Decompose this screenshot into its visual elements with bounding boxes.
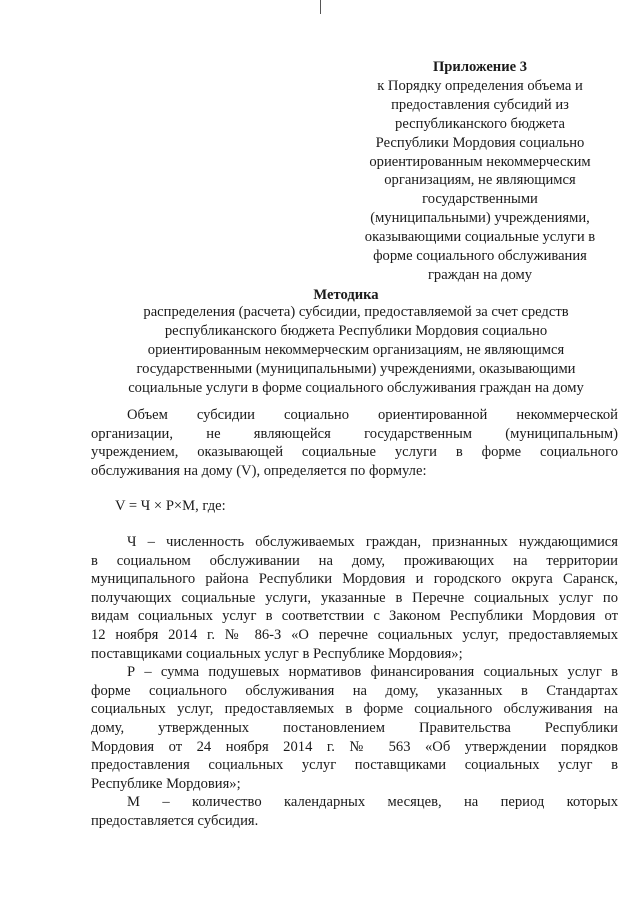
annex-header (330, 58, 630, 285)
body-line: обслуживания на дому (V), определяется по формуле: (91, 462, 427, 479)
subtitle-line: распределения (расчета) субсидии, предоставляемой за счет средств (143, 304, 569, 320)
document-subtitle (96, 303, 616, 398)
body-line: видам социальных услуг в соответствии с Законом Республики Мордовия от (91, 608, 618, 625)
formula: V = Ч × Р×М, где: (115, 498, 226, 515)
definition-m (91, 793, 618, 830)
annex-line: организациям, не являющимся (384, 172, 576, 189)
body-line: 12 ноября 2014 г. № 86-З «О перечне социальных услуг, предоставляемых (91, 626, 618, 643)
document-body (91, 406, 618, 830)
body-line: дому, утвержденных постановлением Правительства Республики (91, 719, 618, 736)
annex-line: Республики Мордовия социально (375, 134, 585, 151)
body-line: предоставляется субсидия. (91, 812, 259, 829)
body-line: форме социального обслуживания на дому, указанных в Стандартах (91, 682, 618, 699)
body-line: Ч – численность обслуживаемых граждан, признанных нуждающимися (127, 533, 618, 550)
annex-line: республиканского бюджета (395, 115, 565, 132)
annex-line: граждан на дому (427, 266, 533, 283)
body-line: учреждением, оказывающей социальные услуги в форме социального (91, 444, 618, 461)
annex-line: оказывающими социальные услуги в (364, 229, 596, 246)
body-line: организации, не являющейся государственным (муниципальным) (91, 425, 618, 442)
annex-line: предоставления субсидий из (391, 96, 569, 113)
subtitle-line: республиканского бюджета Республики Мордовия социально (164, 322, 548, 339)
subtitle-line: государственными (муниципальными) учреждениями, оказывающими (136, 360, 576, 377)
body-line: Объем субсидии социально ориентированной некоммерческой (127, 407, 618, 423)
subtitle-line: социальные услуги в форме социального обслуживания граждан на дому (128, 379, 584, 396)
annex-line: форме социального обслуживания (373, 248, 587, 265)
body-line: М – количество календарных месяцев, на период которых (127, 794, 618, 811)
annex-heading: Приложение 3 (432, 59, 528, 75)
body-line: Мордовия от 24 ноября 2014 г. № 563 «Об утверждении порядков (91, 738, 618, 755)
subtitle-line: ориентированным некоммерческим организациям, не являющимся (147, 341, 565, 358)
intro-paragraph (91, 406, 618, 480)
annex-line: государственными (422, 191, 538, 208)
body-line: муниципального района Республики Мордовия и городского округа Саранск, (91, 571, 618, 588)
annex-line: к Порядку определения объема и (377, 77, 583, 94)
body-line: поставщиками социальных услуг в Республике Мордовия»; (91, 645, 463, 662)
body-line: социальных услуг, предоставляемых в форме социального обслуживания на (91, 701, 618, 718)
document-title (0, 286, 640, 304)
annex-line: ориентированным некоммерческим (369, 153, 591, 170)
body-line: получающих социальные услуги, указанные в Перечне социальных услуг по (91, 589, 618, 606)
body-line: предоставления социальных услуг поставщиками социальных услуг в (91, 757, 618, 774)
title-text: Методика (313, 287, 379, 303)
body-line: Республике Мордовия»; (91, 775, 241, 792)
definition-r (91, 663, 618, 793)
definition-ch (91, 533, 618, 663)
scan-mark (320, 0, 321, 14)
body-line: Р – сумма подушевых нормативов финансирования социальных услуг в (127, 664, 618, 681)
body-line: в социальном обслуживании на дому, проживающих на территории (91, 552, 618, 569)
annex-line: (муниципальными) учреждениями, (370, 210, 590, 227)
